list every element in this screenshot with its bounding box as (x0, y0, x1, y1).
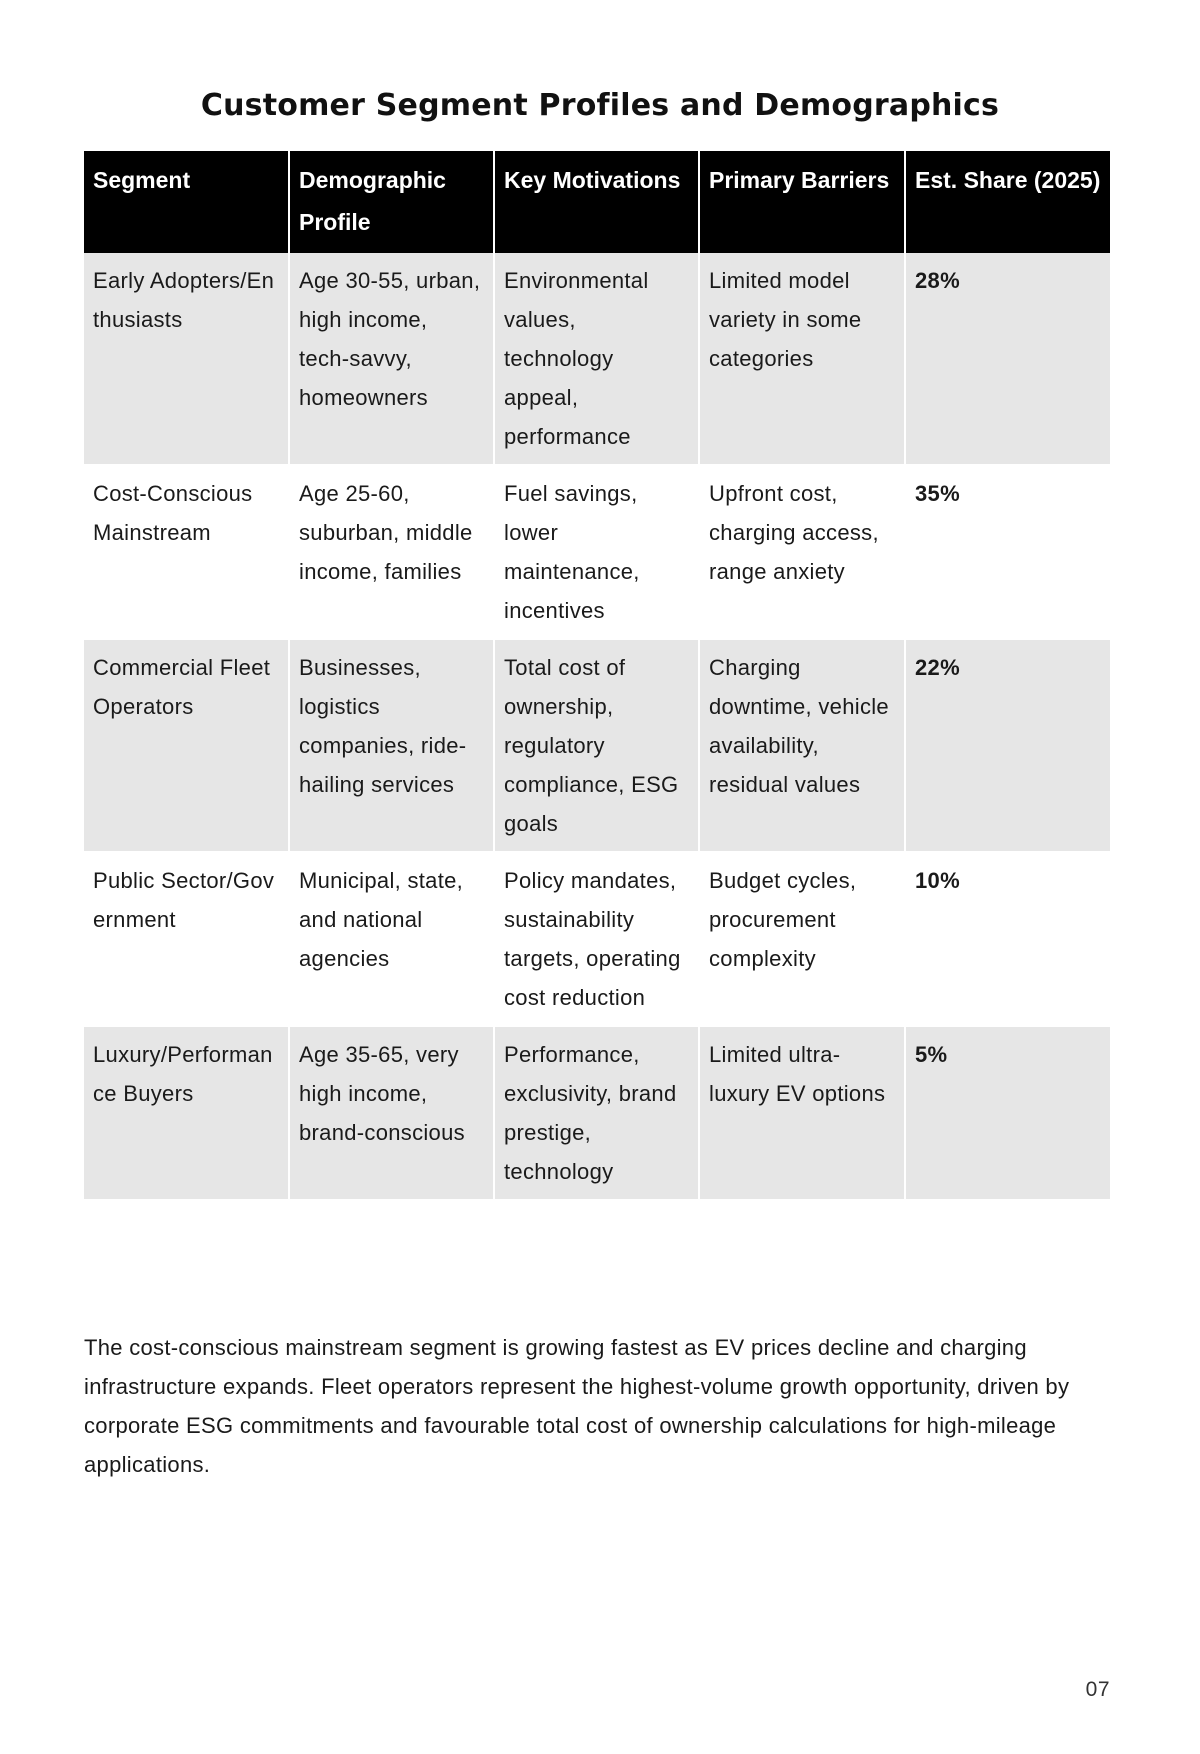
table-row (84, 1026, 1110, 1200)
cell-segment: Cost-Conscious Mainstream (84, 465, 289, 639)
header-segment: Segment (84, 151, 289, 253)
cell-barriers: Upfront cost, charging access, range anxiety (699, 465, 905, 639)
table-header-row (84, 151, 1110, 253)
table-row (84, 639, 1110, 852)
cell-share: 28% (905, 253, 1110, 465)
cell-demographic: Age 25-60, suburban, middle income, families (289, 465, 494, 639)
cell-share: 22% (905, 639, 1110, 852)
cell-demographic: Age 30-55, urban, high income, tech-savvy, homeowners (289, 253, 494, 465)
table-row (84, 253, 1110, 465)
cell-share: 10% (905, 852, 1110, 1026)
summary-paragraph: The cost-conscious mainstream segment is growing fastest as EV prices decline and charging infrastructure expands. Fleet operators represent the highest-volume growth opportunity, driven by corporate ESG commitments and favourable total cost of ownership calculations for high-mileage applications. (84, 1335, 1070, 1477)
cell-segment: Luxury/Performance Buyers (84, 1026, 289, 1200)
cell-segment: Early Adopters/Enthusiasts (84, 253, 289, 465)
cell-barriers: Limited ultra-luxury EV options (699, 1026, 905, 1200)
page-title: Customer Segment Profiles and Demographics (200, 88, 1000, 123)
page-number: 07 (1085, 1678, 1110, 1701)
cell-motivations: Fuel savings, lower maintenance, incentives (494, 465, 699, 639)
cell-share: 35% (905, 465, 1110, 639)
cell-segment: Commercial Fleet Operators (84, 639, 289, 852)
cell-motivations: Policy mandates, sustainability targets, operating cost reduction (494, 852, 699, 1026)
cell-motivations: Environmental values, technology appeal, performance (494, 253, 699, 465)
cell-share: 5% (905, 1026, 1110, 1200)
cell-barriers: Budget cycles, procurement complexity (699, 852, 905, 1026)
header-key-motivations: Key Motivations (494, 151, 699, 253)
table-row (84, 852, 1110, 1026)
cell-motivations: Total cost of ownership, regulatory compliance, ESG goals (494, 639, 699, 852)
cell-barriers: Limited model variety in some categories (699, 253, 905, 465)
cell-demographic: Municipal, state, and national agencies (289, 852, 494, 1026)
cell-demographic: Age 35-65, very high income, brand-conscious (289, 1026, 494, 1200)
table-row (84, 465, 1110, 639)
cell-motivations: Performance, exclusivity, brand prestige, technology (494, 1026, 699, 1200)
header-primary-barriers: Primary Barriers (699, 151, 905, 253)
cell-barriers: Charging downtime, vehicle availability, residual values (699, 639, 905, 852)
segment-table (84, 151, 1110, 1201)
header-demographic-profile: Demographic Profile (289, 151, 494, 253)
header-est-share: Est. Share (2025) (905, 151, 1110, 253)
cell-demographic: Businesses, logistics companies, ride-hailing services (289, 639, 494, 852)
cell-segment: Public Sector/Government (84, 852, 289, 1026)
